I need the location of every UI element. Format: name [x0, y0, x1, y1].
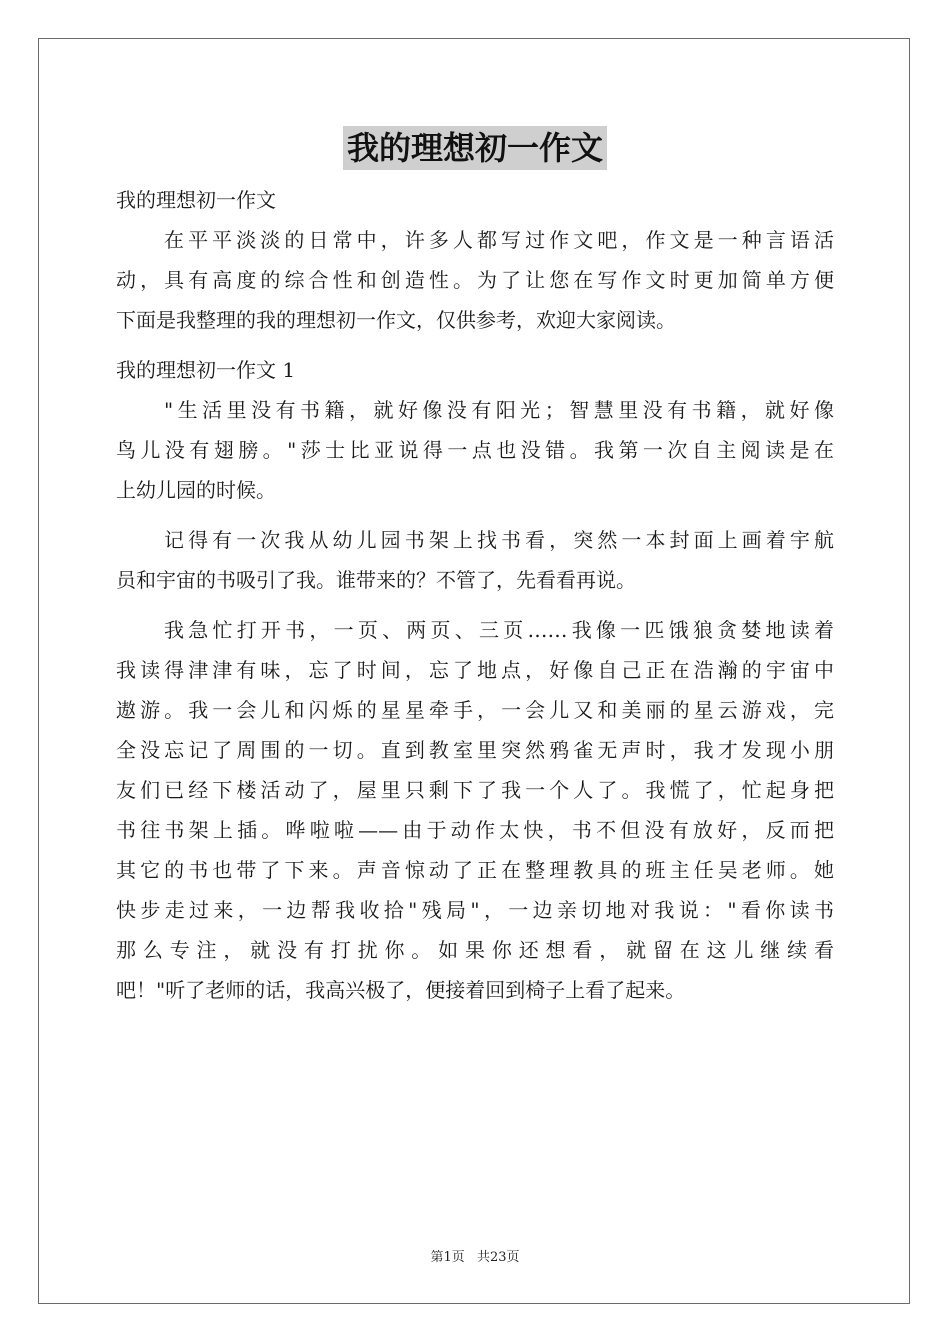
document-subtitle: 我的理想初一作文 [116, 188, 276, 212]
document-body [116, 180, 834, 1020]
intro-paragraph [116, 220, 834, 340]
title-container [0, 126, 950, 170]
paragraph-1 [116, 390, 834, 510]
paragraph-line: 友们已经下楼活动了，屋里只剩下了我一个人了。我慌了，忙起身把 [116, 778, 834, 802]
page-number: 第1页 [430, 1250, 465, 1265]
intro-line: 下面是我整理的我的理想初一作文，仅供参考，欢迎大家阅读。 [116, 308, 676, 332]
paragraph-line: "生活里没有书籍，就好像没有阳光；智慧里没有书籍，就好像 [164, 398, 834, 422]
paragraph-line: 快步走过来，一边帮我收拾"残局"，一边亲切地对我说："看你读书 [116, 898, 834, 922]
intro-line: 动，具有高度的综合性和创造性。为了让您在写作文时更加简单方便 [116, 268, 834, 292]
paragraph-2 [116, 520, 834, 600]
paragraph-line: 我读得津津有味，忘了时间，忘了地点，好像自己正在浩瀚的宇宙中 [116, 658, 834, 682]
paragraph-line: 记得有一次我从幼儿园书架上找书看，突然一本封面上画着宇航 [164, 528, 834, 552]
paragraph-line: 书往书架上插。哗啦啦——由于动作太快，书不但没有放好，反而把 [116, 818, 834, 842]
paragraph-line: 员和宇宙的书吸引了我。谁带来的？不管了，先看看再说。 [116, 568, 636, 592]
paragraph-line: 那么专注，就没有打扰你。如果你还想看，就留在这儿继续看 [116, 938, 834, 962]
paragraph-line: 吧！"听了老师的话，我高兴极了，便接着回到椅子上看了起来。 [116, 978, 686, 1002]
paragraph-line: 其它的书也带了下来。声音惊动了正在整理教具的班主任吴老师。她 [116, 858, 834, 882]
paragraph-line: 遨游。我一会儿和闪烁的星星牵手，一会儿又和美丽的星云游戏，完 [116, 698, 834, 722]
page-footer [0, 1246, 950, 1265]
paragraph-3 [116, 610, 834, 1010]
paragraph-line: 全没忘记了周围的一切。直到教室里突然鸦雀无声时，我才发现小朋 [116, 738, 834, 762]
paragraph-line: 鸟儿没有翅膀。"莎士比亚说得一点也没错。我第一次自主阅读是在 [116, 438, 834, 462]
paragraph-line: 我急忙打开书，一页、两页、三页……我像一匹饿狼贪婪地读着 [164, 618, 834, 642]
section-heading: 我的理想初一作文 1 [116, 358, 296, 382]
document-title: 我的理想初一作文 [343, 126, 607, 170]
page-total: 共23页 [476, 1250, 520, 1265]
paragraph-line: 上幼儿园的时候。 [116, 478, 276, 502]
intro-line: 在平平淡淡的日常中，许多人都写过作文吧，作文是一种言语活 [164, 228, 834, 252]
